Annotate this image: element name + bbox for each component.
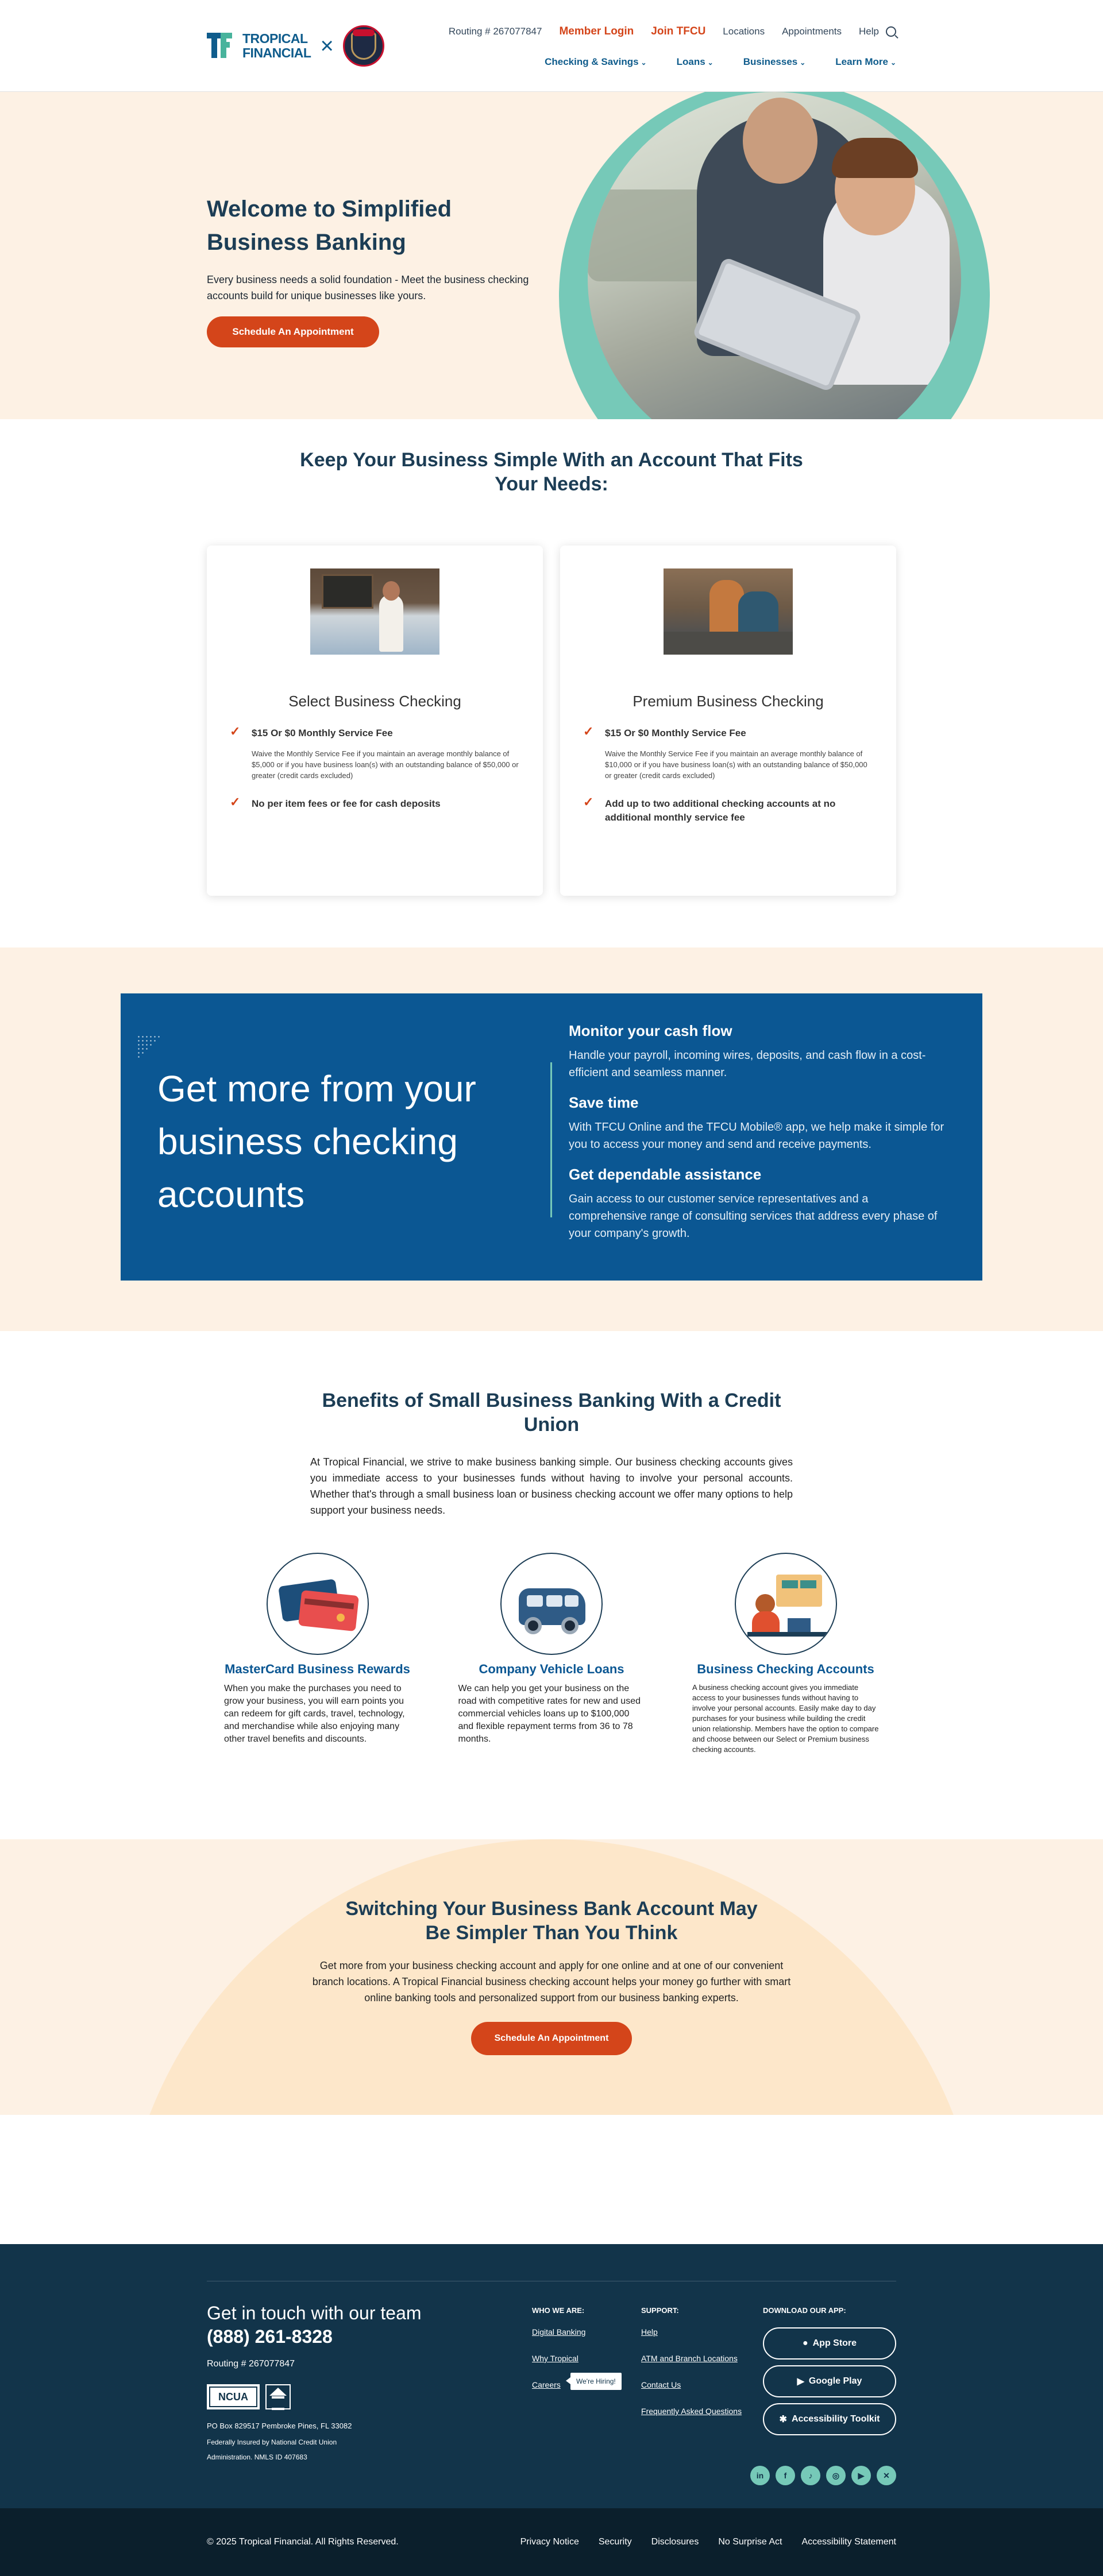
accounts-section	[0, 419, 1103, 947]
benefit-item	[450, 1553, 654, 1755]
band-item-text: Gain access to our customer service representatives and a comprehensive range of consulting services that address every phase of your company's growth.	[569, 1193, 938, 1240]
contact-title: Get in touch with our team	[207, 2303, 422, 2323]
column-heading: WHO WE ARE:	[532, 2306, 585, 2315]
benefit-title: MasterCard Business Rewards	[225, 1662, 410, 1676]
feature-item: ✓ No per item fees or fee for cash deposits	[230, 797, 520, 811]
hero-text: Every business needs a solid foundation - Meet the business checking accounts build for unique businesses like yours.	[207, 274, 529, 301]
utility-nav	[449, 25, 896, 38]
social-links	[750, 2466, 896, 2485]
copyright: © 2025 Tropical Financial. All Rights Reserved.	[207, 2537, 399, 2547]
facebook-icon[interactable]: f	[776, 2466, 795, 2485]
switching-title: Switching Your Business Bank Account May Be Simpler Than You Think	[345, 1898, 758, 1944]
schedule-appointment-button[interactable]: Schedule An Appointment	[471, 2022, 632, 2055]
benefit-title: Business Checking Accounts	[697, 1662, 874, 1676]
switching-section	[0, 1839, 1103, 2115]
spacer	[0, 2115, 1103, 2244]
van-icon	[500, 1553, 603, 1655]
footer-link-careers[interactable]: Careers	[532, 2380, 561, 2389]
nav-checking-savings[interactable]: Checking & Savings ⌄	[545, 56, 647, 67]
apple-icon: ●	[802, 2338, 808, 2348]
sub-footer	[0, 2508, 1103, 2576]
disclosures-link[interactable]: Disclosures	[651, 2537, 699, 2547]
chevron-down-icon: ⌄	[800, 59, 806, 67]
band-item-title: Get dependable assistance	[569, 1166, 762, 1183]
divider	[550, 1062, 552, 1217]
band-item-text: Handle your payroll, incoming wires, deposits, and cash flow in a cost-efficient and seamless manner.	[569, 1049, 926, 1079]
feature-item: ✓ Add up to two additional checking accounts at no additional monthly service fee	[583, 797, 873, 825]
youtube-icon[interactable]: ▶	[851, 2466, 871, 2485]
phone-number[interactable]: (888) 261-8328	[207, 2326, 333, 2347]
security-link[interactable]: Security	[598, 2537, 632, 2547]
join-link[interactable]: Join TFCU	[651, 25, 706, 37]
member-login-link[interactable]: Member Login	[559, 25, 634, 37]
site-header	[0, 0, 1103, 92]
footer-link-help[interactable]: Help	[641, 2327, 658, 2337]
benefits-section	[0, 1331, 1103, 1839]
who-we-are-column	[532, 2306, 616, 2407]
address: PO Box 829517 Pembroke Pines, FL 33082	[207, 2422, 352, 2430]
tropical-logo-icon	[207, 29, 236, 63]
benefit-item	[684, 1553, 888, 1755]
app-column	[763, 2306, 896, 2441]
chevron-down-icon: ⌄	[890, 59, 896, 67]
credit-cards-icon	[267, 1553, 369, 1655]
play-icon: ▶	[797, 2377, 804, 2387]
google-play-button[interactable]: ▶ Google Play	[763, 2365, 896, 2397]
linkedin-icon[interactable]: in	[750, 2466, 770, 2485]
tiktok-icon[interactable]: ♪	[801, 2466, 820, 2485]
chevron-down-icon: ⌄	[707, 59, 714, 67]
hero-title: Welcome to Simplified Business Banking	[207, 196, 452, 255]
accounts-title: Keep Your Business Simple With an Account That Fits Your Needs:	[300, 449, 803, 495]
x-icon[interactable]: ✕	[877, 2466, 896, 2485]
ncua-logo: NCUA	[207, 2384, 260, 2409]
benefits-band-section	[0, 947, 1103, 1331]
footer-link-digital-banking[interactable]: Digital Banking	[532, 2327, 586, 2337]
benefits-intro: At Tropical Financial, we strive to make business banking simple. Our business checking accounts gives you immediate access to your businesses funds without having to involve your personal accounts. Whether that's through a small business loan or business checking account we offer many options to help support your business needs.	[310, 1456, 793, 1516]
column-heading: SUPPORT:	[641, 2306, 679, 2315]
band-headline: Get more from your business checking accounts	[157, 1068, 476, 1215]
footer-link-atm-branch[interactable]: ATM and Branch Locations	[641, 2354, 738, 2363]
instagram-icon[interactable]: ◎	[826, 2466, 846, 2485]
dot-pattern-icon	[137, 1035, 163, 1061]
band-item-title: Save time	[569, 1094, 639, 1111]
band-item-text: With TFCU Online and the TFCU Mobile® app, we help make it simple for you to access your money and send and receive payments.	[569, 1121, 944, 1151]
benefit-item	[215, 1553, 419, 1755]
logo-wordmark: TROPICAL FINANCIAL	[242, 31, 311, 60]
benefit-text: When you make the purchases you need to grow your business, you will earn points you can redeem for gift cards, travel, technology, and merchandise while also enjoying many other travel benefits and discounts.	[224, 1684, 405, 1744]
no-surprise-act-link[interactable]: No Surprise Act	[718, 2537, 782, 2547]
nav-businesses[interactable]: Businesses ⌄	[743, 56, 806, 67]
nav-learn-more[interactable]: Learn More ⌄	[835, 56, 896, 67]
main-nav	[545, 56, 896, 68]
chevron-down-icon: ⌄	[641, 59, 647, 67]
footer-link-why-tropical[interactable]: Why Tropical	[532, 2354, 579, 2363]
checkmark-icon: ✓	[230, 724, 241, 738]
band-item-title: Monitor your cash flow	[569, 1022, 732, 1039]
search-icon[interactable]	[886, 26, 896, 37]
feature-item: ✓ $15 Or $0 Monthly Service Fee Waive the Monthly Service Fee if you maintain an average monthly balance of $5,000 or if you have business loan(s) with an outstanding balance of $50,000 or greater (credit cards excluded)	[230, 724, 519, 780]
footer-link-contact[interactable]: Contact Us	[641, 2380, 681, 2389]
panthers-logo-icon	[343, 25, 384, 67]
checkmark-icon: ✓	[230, 795, 241, 809]
nav-loans[interactable]: Loans ⌄	[676, 56, 714, 67]
appointments-link[interactable]: Appointments	[782, 26, 842, 37]
accessibility-toolkit-button[interactable]: ✱ Accessibility Toolkit	[763, 2403, 896, 2435]
brand-logo[interactable]	[207, 25, 384, 67]
footer-link-faq[interactable]: Frequently Asked Questions	[641, 2407, 742, 2416]
routing-number: Routing # 267077847	[448, 26, 542, 37]
card-photo	[664, 568, 793, 655]
benefit-text: We can help you get your business on the road with competitive rates for new and used commercial vehicles loans up to $100,000 and flexible repayment terms from 36 to 78 months.	[458, 1684, 641, 1744]
accessibility-icon: ✱	[779, 2415, 787, 2424]
locations-link[interactable]: Locations	[723, 26, 765, 37]
hiring-badge: We're Hiring!	[570, 2373, 622, 2390]
checkmark-icon: ✓	[583, 795, 594, 809]
help-link[interactable]: Help	[859, 26, 879, 37]
hero-section	[0, 92, 1103, 419]
equal-housing-icon	[265, 2384, 291, 2409]
card-title: Select Business Checking	[288, 693, 461, 710]
partnership-x: ×	[320, 33, 334, 59]
benefit-text: A business checking account gives you immediate access to your businesses funds without having to involve your personal accounts. Easily make day to day purchases for your business while building the credit union relationship. Members have the option to compare and choose between our Select or Premium business checking accounts.	[692, 1683, 879, 1754]
schedule-appointment-button[interactable]: Schedule An Appointment	[207, 316, 379, 347]
business-person-icon	[735, 1553, 837, 1655]
column-heading: DOWNLOAD OUR APP:	[763, 2306, 846, 2315]
routing-number: Routing # 267077847	[207, 2359, 295, 2369]
accessibility-statement-link[interactable]: Accessibility Statement	[801, 2537, 896, 2547]
insured-text: Federally Insured by National Credit Union	[207, 2438, 337, 2446]
app-store-button[interactable]: ● App Store	[763, 2327, 896, 2360]
benefit-title: Company Vehicle Loans	[479, 1662, 624, 1676]
site-footer	[0, 2244, 1103, 2508]
nmls-text: Administration. NMLS ID 407683	[207, 2453, 307, 2461]
account-card-select[interactable]	[207, 546, 543, 896]
card-photo	[310, 568, 439, 655]
privacy-notice-link[interactable]: Privacy Notice	[520, 2537, 579, 2547]
checkmark-icon: ✓	[583, 724, 594, 738]
feature-item: ✓ $15 Or $0 Monthly Service Fee Waive the Monthly Service Fee if you maintain an average monthly balance of $10,000 or if you have business loan(s) with an outstanding balance of $50,000 or greater (credit cards excluded)	[583, 724, 867, 780]
card-title: Premium Business Checking	[633, 693, 824, 710]
benefits-title: Benefits of Small Business Banking With a Credit Union	[322, 1390, 781, 1436]
account-card-premium[interactable]	[560, 546, 896, 896]
switching-text: Get more from your business checking account and apply for one online and at one of our convenient branch locations. A Tropical Financial business checking account helps your money go further with smart online banking tools and personalized support from our business banking experts.	[312, 1960, 791, 2003]
support-column	[641, 2306, 742, 2433]
benefits-band	[121, 993, 982, 1281]
